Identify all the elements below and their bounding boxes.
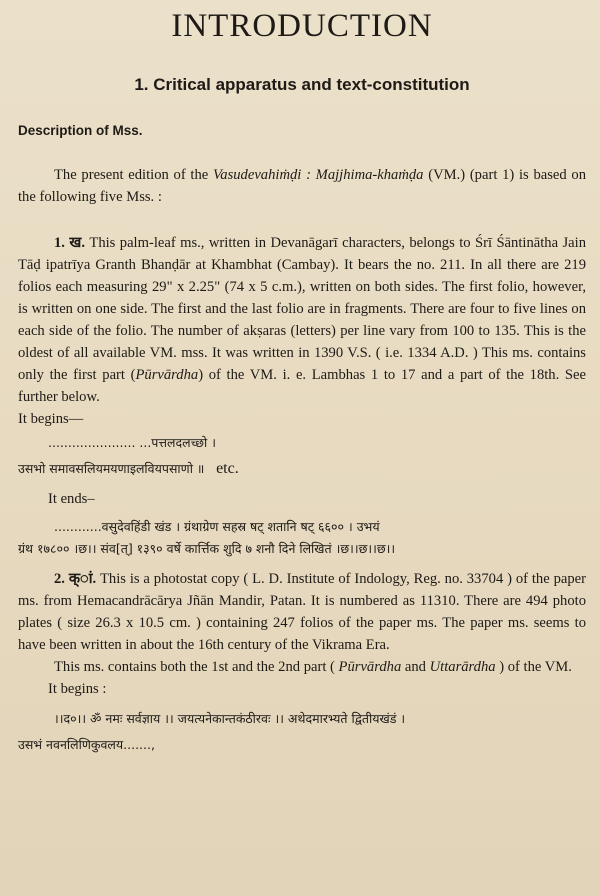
work-title: Vasudevahiṁḍi : Majjhima-khaṁḍa [212,167,424,183]
ms2-contains-pre: This ms. contains both the 1st and the 2nd part ( [54,659,339,675]
ms1-begins-line1: ...................... ...पत्तलदलच्छो । [48,435,216,450]
ms1-ends-line1: ............वसुदेवहिंडी खंड । ग्रंथाग्रेण सहस्र षट् शतानि षट् ६६०० । उभयं [54,519,380,534]
ms1-purvardha: Pūrvārdha [135,367,199,383]
ms2-begins-label: It begins : [48,681,107,697]
ms1-begins-etc: etc. [216,460,239,477]
ms1-ends-line2: ग्रंथ १७८०० ।छ।। संव[त्] १३९० वर्षे कार्त्तिक शुदि ७ शनौ दिने लिखितं ।छ।।छ।।छ।। [18,541,396,556]
ms2-siglum: 2. क्ां. [54,571,97,587]
ms1-begins-label: It begins— [18,411,84,427]
intro-text-pre: The present edition of the [54,167,213,183]
intro-paragraph [18,164,586,208]
ms1-paragraph [18,232,586,408]
section-heading: 1. Critical apparatus and text-constitution [134,75,470,94]
ms2-purvardha: Pūrvārdha [338,659,402,675]
ms1-siglum: 1. ख. [54,235,85,251]
ms2-contains-post: ) of the VM. [495,659,572,675]
ms2-begins-line2: उसभं नवनलिणिकुवलय......., [18,737,155,752]
ms1-begins-line2: उसभो समावसलियमयणाइलवियपसाणो ॥ [18,461,205,476]
intro-text-post: (VM.) (part 1) is based on the following five Mss. : [18,167,586,205]
subheading: Description of Mss. [18,123,143,138]
ms2-paragraph [18,568,586,656]
ms2-contains-paragraph [18,656,586,678]
ms1-text-end: ) of the VM. i. e. Lambhas 1 to 17 and a part of the 18th. See further below. [18,367,586,405]
ms2-and: and [401,659,430,675]
ms1-text: This palm-leaf ms., written in Devanāgarī characters, belongs to Śrī Śāntinātha Jain Tāḍ ipatrīya Granth Bhanḍār at Khambhat (Cambay). It bears the no. 211. In all there are 219 folios each measuring 29" x 2.25" (74 x 5 c.m.), written on both sides. The first folio, however, is written on one side. The first and the last folio are in fragments. There are four to five lines on each side of the folio. The number of akṣaras (letters) per line vary from 100 to 135. This is the oldest of all available VM. mss. It was written in 1390 V.S. ( i.e. 1334 A.D. ) This ms. contains only the first part ( [18,235,586,383]
page-title: INTRODUCTION [171,8,433,44]
ms2-begins-line1: ।।द०।। ॐ नमः सर्वज्ञाय ।। जयत्यनेकान्तकंठीरवः ।। अथेदमारभ्यते द्वितीयखंडं । [54,711,406,726]
ms2-text: This is a photostat copy ( L. D. Institute of Indology, Reg. no. 33704 ) of the paper ms. from Hemacandrācārya Jñān Mandir, Patan. It is numbered as 11310. There are 494 photo plates ( size 26.3 x 10.5 cm. ) containing 247 folios of the paper ms. The paper ms. seems to have been written in about the 16th century of the Vikrama Era. [18,571,586,653]
ms2-uttarardha: Uttarārdha [429,659,496,675]
ms1-ends-label: It ends– [48,491,95,507]
ms1-begins-line2-row [18,458,586,480]
